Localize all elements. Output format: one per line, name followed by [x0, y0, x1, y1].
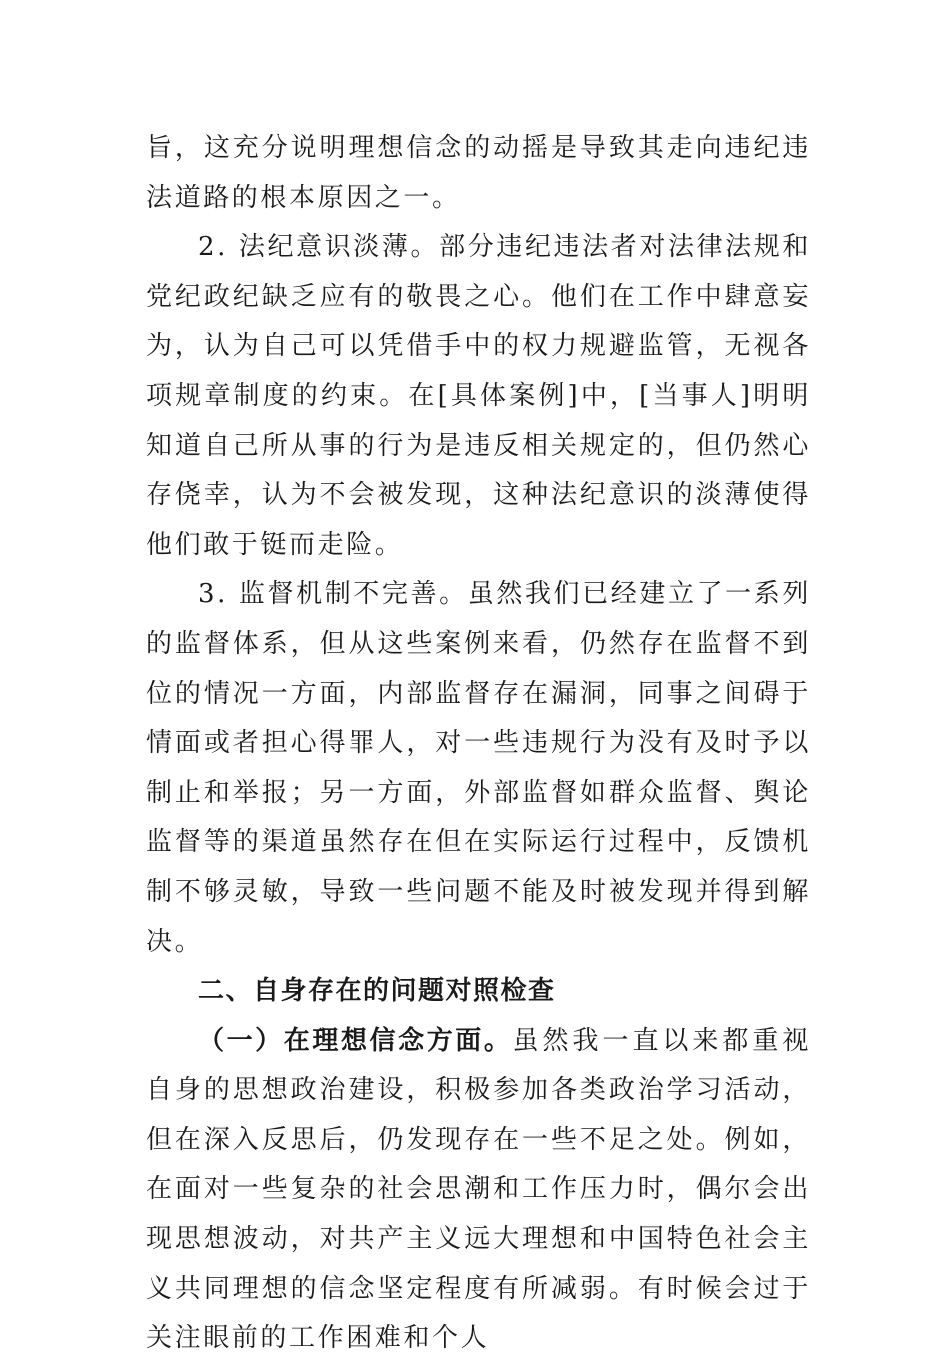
paragraph-lead-title: （一）在理想信念方面。	[198, 1025, 513, 1056]
paragraph-legal-awareness: 2. 法纪意识淡薄。部分违纪违法者对法律法规和党纪政纪缺乏应有的敬畏之心。他们在工作中肆意妄为，认为自己可以凭借手中的权力规避监管，无视各项规章制度的约束。在[具体案例]中，[当事人]明明知道自己所从事的行为是违反相关规定的，但仍然心存侥幸，认为不会被发现，这种法纪意识的淡薄使得他们敢于铤而走险。	[146, 232, 811, 560]
section-heading: 二、自身存在的问题对照检查	[198, 976, 556, 1007]
paragraph-body-text: 虽然我一直以来都重视自身的思想政治建设，积极参加各类政治学习活动，但在深入反思后，仍发现存在一些不足之处。例如，在面对一些复杂的社会思潮和工作压力时，偶尔会出现思想波动，对共产主义远大理想和中国特色社会主义共同理想的信念坚定程度有所减弱。有时候会过于关注眼前的工作困难和个人	[146, 1025, 811, 1354]
paragraph-supervision-mechanism: 3. 监督机制不完善。虽然我们已经建立了一系列的监督体系，但从这些案例来看，仍然存在监督不到位的情况一方面，内部监督存在漏洞，同事之间碍于情面或者担心得罪人，对一些违规行为没有及时予以制止和举报；另一方面，外部监督如群众监督、舆论监督等的渠道虽然存在但在实际运行过程中，反馈机制不够灵敏，导致一些问题不能及时被发现并得到解决。	[146, 579, 811, 957]
document-body	[146, 124, 811, 1364]
paragraph-continuation: 旨，这充分说明理想信念的动摇是导致其走向违纪违法道路的根本原因之一。	[146, 133, 811, 213]
paragraph-ideals-beliefs	[146, 1017, 811, 1364]
